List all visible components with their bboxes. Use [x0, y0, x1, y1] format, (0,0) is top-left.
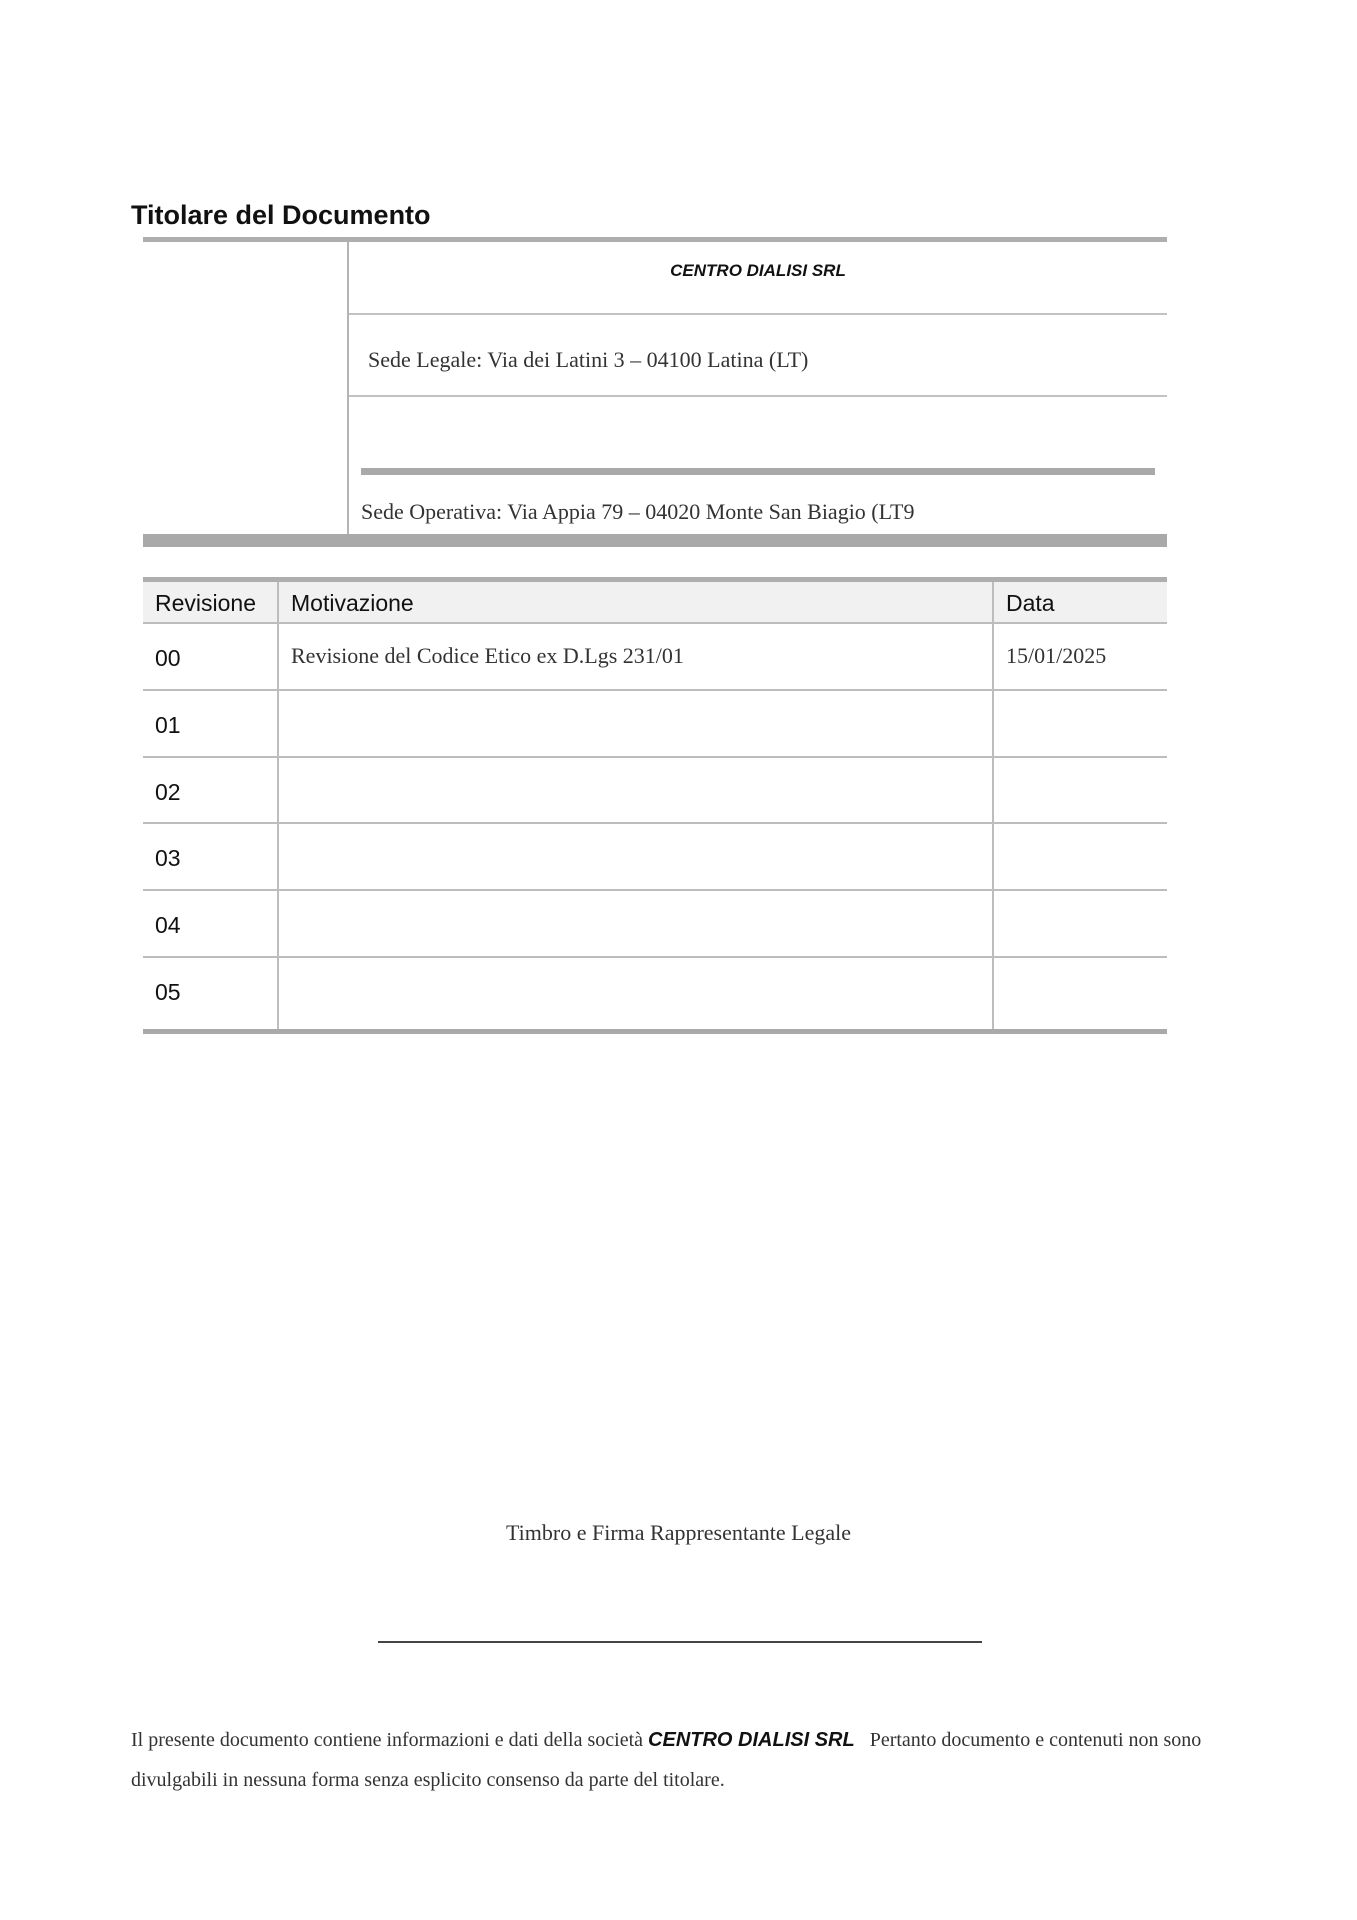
section-title: Titolare del Documento: [131, 200, 431, 230]
row-rev: 01: [155, 712, 181, 738]
confidentiality-notice: [131, 1720, 1241, 1800]
signature-line: [378, 1641, 982, 1643]
header-data: Data: [1006, 590, 1055, 616]
row-divider: [143, 956, 1167, 958]
sede-legale: Sede Legale: Via dei Latini 3 – 04100 Latina (LT): [368, 347, 809, 372]
inner-rule: [361, 468, 1155, 475]
table-bottom-rule: [143, 1029, 1167, 1034]
header-revisione: Revisione: [155, 590, 256, 616]
row-divider: [143, 756, 1167, 758]
row-rev: 05: [155, 979, 181, 1005]
notice-text-start: Il presente documento contiene informazioni e dati della società: [131, 1729, 649, 1751]
row-rev: 03: [155, 845, 181, 871]
table-top-rule: [143, 237, 1167, 242]
row-divider: [349, 395, 1167, 397]
row-divider: [143, 822, 1167, 824]
row-divider: [143, 622, 1167, 624]
column-divider: [347, 242, 349, 534]
row-rev: 02: [155, 779, 181, 805]
document-holder-table: [143, 237, 1167, 547]
notice-company-name: CENTRO DIALISI SRL: [648, 1729, 855, 1751]
revision-table: [143, 577, 1167, 1034]
row-divider: [143, 689, 1167, 691]
row-divider: [349, 313, 1167, 315]
company-name: CENTRO DIALISI SRL: [670, 261, 846, 280]
signature-label: Timbro e Firma Rappresentante Legale: [506, 1520, 851, 1545]
table-bottom-rule: [143, 534, 1167, 547]
row-date: 15/01/2025: [1006, 643, 1107, 668]
notice-text-end: Pertanto documento e contenuti non sono divulgabili in nessuna forma senza esplicito consenso da parte del titolare.: [131, 1729, 1202, 1791]
column-divider: [277, 582, 279, 1029]
header-motivazione: Motivazione: [291, 590, 414, 616]
row-divider: [143, 889, 1167, 891]
row-reason: Revisione del Codice Etico ex D.Lgs 231/01: [291, 643, 684, 668]
row-rev: 00: [155, 645, 181, 671]
row-rev: 04: [155, 912, 181, 938]
column-divider: [992, 582, 994, 1029]
sede-operativa: Sede Operativa: Via Appia 79 – 04020 Monte San Biagio (LT9: [361, 499, 915, 524]
